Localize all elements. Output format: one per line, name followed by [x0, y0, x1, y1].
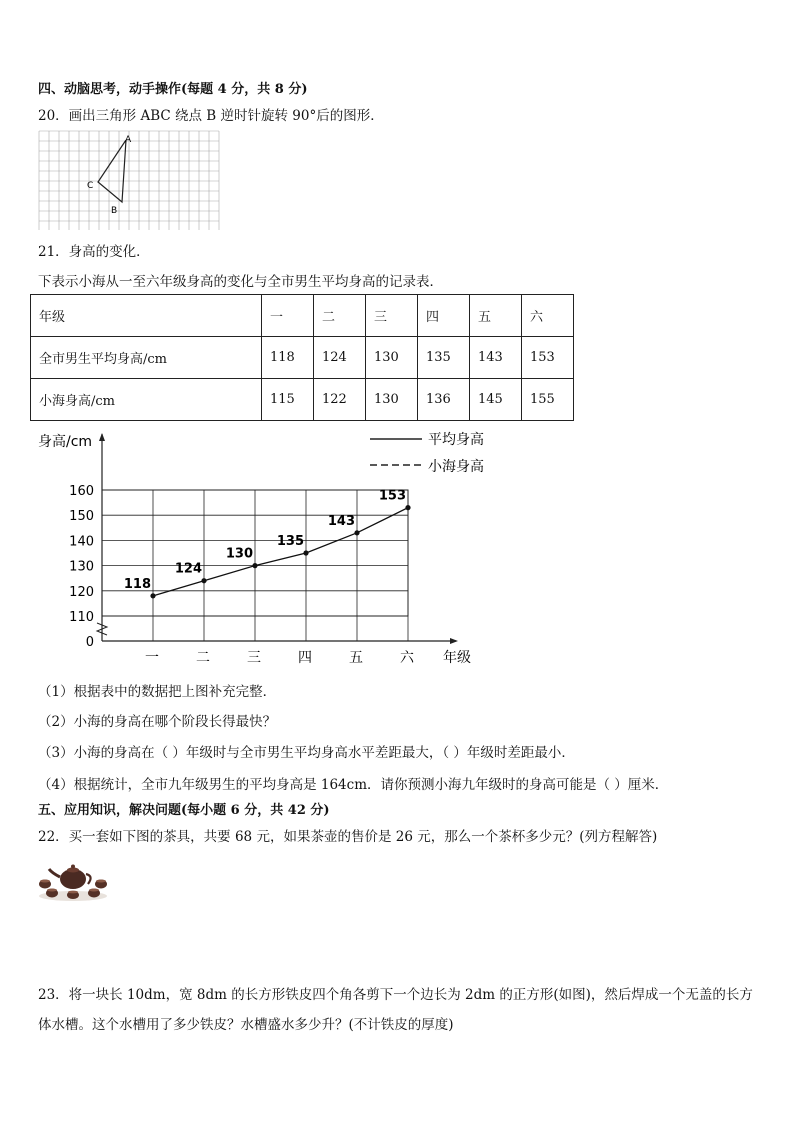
q22-text: 22．买一套如下图的茶具，共要 68 元，如果茶壶的售价是 26 元，那么一个茶杯多少元？(列方程解答)	[38, 829, 658, 845]
data-label: 130	[225, 546, 253, 562]
table-cell: 124	[314, 337, 366, 379]
table-row	[31, 379, 574, 421]
x-tick-label: 一	[145, 650, 159, 666]
data-point	[303, 550, 308, 555]
data-point	[354, 530, 359, 535]
x-axis-arrow	[450, 638, 458, 644]
data-label: 153	[378, 488, 406, 504]
y-tick-label: 120	[69, 584, 94, 600]
table-cell: 155	[522, 379, 574, 421]
table-row	[31, 337, 574, 379]
q20-grid-figure	[38, 130, 220, 230]
table-cell: 三	[366, 295, 418, 337]
q20-text: 20．画出三角形 ABC 绕点 B 逆时针旋转 90°后的图形．	[38, 108, 384, 124]
y-tick-label: 110	[69, 610, 94, 625]
table-cell: 五	[470, 295, 522, 337]
section-5-heading: 五、应用知识，解决问题(每小题 6 分，共 42 分)	[38, 803, 330, 818]
q21-sub3: （3）小海的身高在（ ）年级时与全市男生平均身高水平差距最大，（ ）年级时差距最小．	[38, 745, 575, 761]
table-cell: 二	[314, 295, 366, 337]
chart-ylabel: 身高/cm	[38, 434, 93, 450]
data-label: 124	[174, 561, 202, 577]
q21-title: 21．身高的变化．	[38, 244, 150, 260]
q23-line1: 23．将一块长 10dm，宽 8dm 的长方形铁皮四个角各剪下一个边长为 2dm 的正方形(如图)，然后焊成一个无盖的长方	[38, 987, 753, 1003]
table-cell: 四	[418, 295, 470, 337]
table-cell: 118	[262, 337, 314, 379]
label-a: A	[125, 135, 132, 145]
x-tick-label: 四	[298, 650, 312, 666]
q23-line2: 体水槽。这个水槽用了多少铁皮？水槽盛水多少升？(不计铁皮的厚度)	[38, 1017, 454, 1033]
table-cell: 122	[314, 379, 366, 421]
table-cell: 一	[262, 295, 314, 337]
tea-set-image	[36, 860, 110, 902]
table-row	[31, 295, 574, 337]
grid-lines	[39, 131, 219, 230]
data-label: 118	[123, 576, 151, 592]
chart-ticks	[69, 484, 415, 666]
y-axis-arrow	[99, 433, 105, 441]
table-cell: 135	[418, 337, 470, 379]
x-tick-label: 三	[247, 650, 261, 666]
data-label: 135	[276, 534, 304, 549]
chart-series	[150, 505, 410, 598]
table-cell: 143	[470, 337, 522, 379]
legend-entry-average: 平均身高	[428, 432, 484, 448]
height-record-table	[30, 294, 574, 421]
table-cell: 六	[522, 295, 574, 337]
q21-sub2: （2）小海的身高在哪个阶段长得最快？	[38, 714, 277, 730]
y-tick-label: 160	[69, 484, 94, 499]
q21-sub1: （1）根据表中的数据把上图补充完整．	[38, 684, 277, 700]
data-point	[201, 578, 206, 583]
chart-xlabel: 年级	[443, 650, 471, 666]
x-tick-label: 五	[349, 650, 363, 666]
q21-sub4: （4）根据统计，全市九年级男生的平均身高是 164cm．请你预测小海九年级时的身高可能是（ ）厘米．	[38, 777, 669, 793]
table-cell: 115	[262, 379, 314, 421]
table-cell: 130	[366, 337, 418, 379]
table-cell: 小海身高/cm	[31, 379, 262, 421]
label-b: B	[111, 206, 118, 216]
q21-intro: 下表示小海从一至六年级身高的变化与全市男生平均身高的记录表．	[38, 274, 443, 290]
table-cell: 136	[418, 379, 470, 421]
table-cell: 全市男生平均身高/cm	[31, 337, 262, 379]
y-tick-label: 150	[69, 509, 94, 525]
axis-break	[97, 623, 107, 635]
legend-entry-xiaohai: 小海身高	[428, 459, 484, 475]
y-tick-label: 140	[69, 534, 94, 550]
x-tick-label: 六	[400, 650, 414, 666]
table-cell: 年级	[31, 295, 262, 337]
data-point	[150, 593, 155, 598]
table-cell: 130	[366, 379, 418, 421]
height-line-chart	[30, 428, 510, 673]
series-line-average	[153, 508, 408, 596]
label-c: C	[87, 181, 94, 191]
table-cell: 145	[470, 379, 522, 421]
table-cell: 153	[522, 337, 574, 379]
y-tick-label: 0	[85, 635, 94, 650]
y-tick-label: 130	[69, 559, 94, 575]
x-tick-label: 二	[196, 650, 210, 666]
data-point	[405, 505, 410, 510]
data-label: 143	[327, 513, 355, 529]
section-4-heading: 四、动脑思考，动手操作(每题 4 分，共 8 分)	[38, 82, 308, 97]
data-point	[252, 563, 257, 568]
